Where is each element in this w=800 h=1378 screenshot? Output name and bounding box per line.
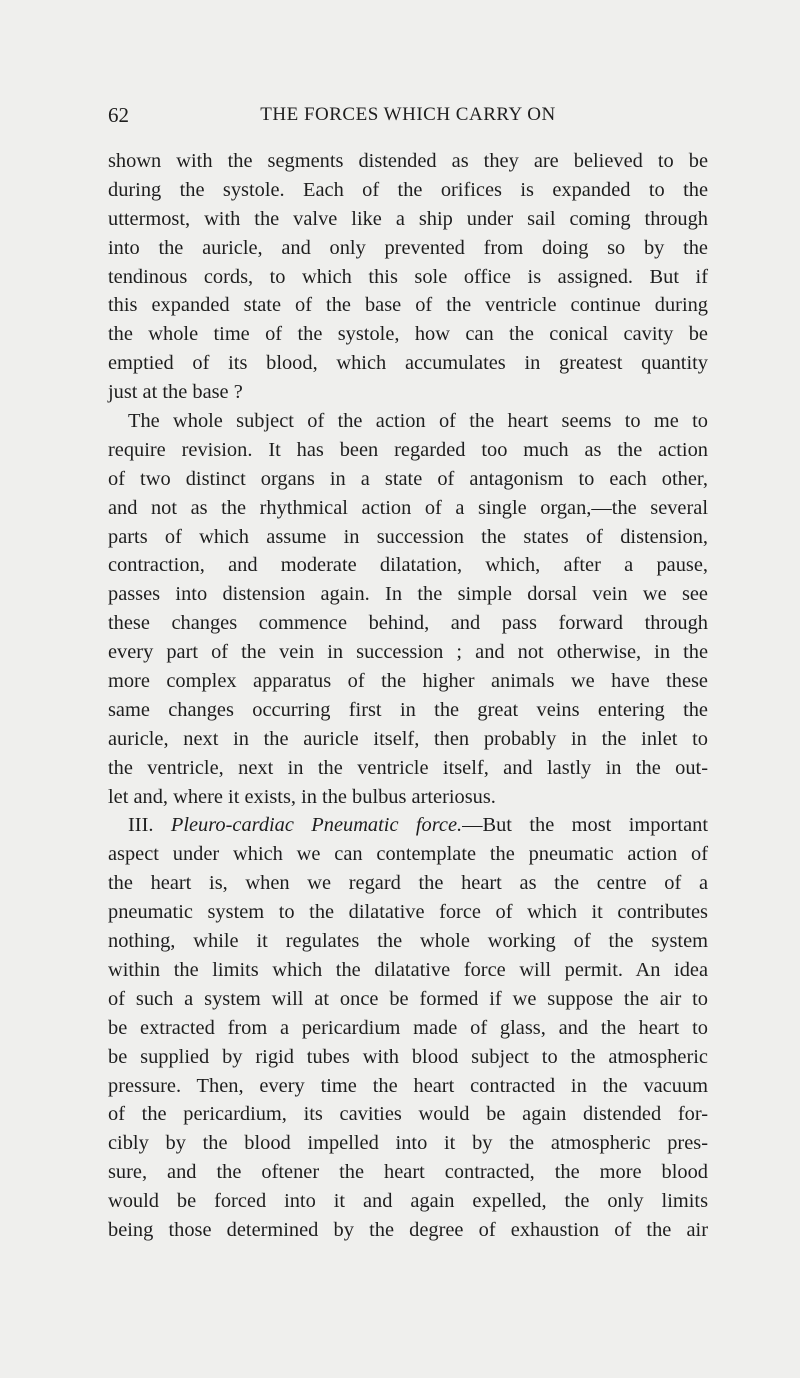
paragraph-3	[108, 811, 708, 1244]
section-heading-line	[108, 811, 708, 840]
text-line: The whole subject of the action of the heart seems to me to	[128, 410, 708, 433]
text-line-rest: —But the most important	[462, 814, 708, 837]
text-line: be extracted from a pericardium made of glass, and the heart to	[108, 1016, 708, 1039]
text-line: same changes occurring first in the great veins entering the	[108, 698, 708, 721]
text-line: require revision. It has been regarded too much as the action	[108, 438, 708, 461]
text-line: auricle, next in the auricle itself, then probably in the inlet to	[108, 727, 708, 750]
text-line: shown with the segments distended as they are believed to be	[108, 150, 708, 172]
text-line: more complex apparatus of the higher animals we have these	[108, 670, 708, 693]
text-line: let and, where it exists, in the bulbus arteriosus.	[108, 785, 496, 808]
text-line: contraction, and moderate dilatation, which, after a pause,	[108, 554, 708, 577]
text-line: passes into distension again. In the simple dorsal vein we see	[108, 583, 708, 606]
section-title: Pleuro-cardiac Pneumatic force.	[170, 814, 463, 837]
page-number: 62	[108, 103, 129, 127]
text-line: emptied of its blood, which accumulates in greatest quantity	[108, 352, 708, 375]
text-line: into the auricle, and only prevented from doing so by the	[108, 236, 708, 259]
text-line: every part of the vein in succession ; and not otherwise, in the	[108, 641, 708, 664]
text-line: nothing, while it regulates the whole working of the system	[108, 930, 708, 953]
text-line: sure, and the oftener the heart contracted, the more blood	[108, 1161, 708, 1184]
text-line: pressure. Then, every time the heart contracted in the vacuum	[108, 1074, 708, 1097]
text-line: cibly by the blood impelled into it by the atmospheric pres-	[108, 1132, 708, 1155]
text-line: these changes commence behind, and pass forward through	[108, 612, 708, 635]
section-number: III.	[128, 814, 154, 837]
text-line: of such a system will at once be formed if we suppose the air to	[108, 987, 708, 1010]
text-line: and not as the rhythmical action of a single organ,—the several	[108, 496, 708, 519]
text-line: aspect under which we can contemplate the pneumatic action of	[108, 843, 708, 866]
text-line: of two distinct organs in a state of antagonism to each other,	[108, 467, 708, 490]
text-line: being those determined by the degree of exhaustion of the air	[108, 1218, 708, 1241]
text-line: uttermost, with the valve like a ship under sail coming through	[108, 207, 708, 230]
text-line: tendinous cords, to which this sole office is assigned. But if	[108, 265, 708, 288]
paragraph-1	[108, 147, 708, 407]
text-line: the heart is, when we regard the heart as the centre of a	[108, 872, 708, 895]
text-line: pneumatic system to the dilatative force of which it contributes	[108, 901, 708, 924]
text-line: this expanded state of the base of the ventricle continue during	[108, 294, 708, 317]
running-title: THE FORCES WHICH CARRY ON	[260, 104, 556, 125]
text-line: would be forced into it and again expelled, the only limits	[108, 1190, 708, 1213]
text-line: of the pericardium, its cavities would be again distended for-	[108, 1103, 708, 1126]
text-line: be supplied by rigid tubes with blood subject to the atmospheric	[108, 1045, 708, 1068]
text-line: the ventricle, next in the ventricle itself, and lastly in the out-	[108, 756, 708, 779]
page-header	[108, 103, 708, 129]
text-line: within the limits which the dilatative force will permit. An idea	[108, 958, 708, 981]
text-line: during the systole. Each of the orifices is expanded to the	[108, 178, 708, 201]
text-line: just at the base ?	[108, 381, 243, 404]
paragraph-2	[108, 407, 708, 811]
text-line: the whole time of the systole, how can the conical cavity be	[108, 323, 708, 346]
text-line: parts of which assume in succession the states of distension,	[108, 525, 708, 548]
body-text	[108, 147, 708, 1245]
